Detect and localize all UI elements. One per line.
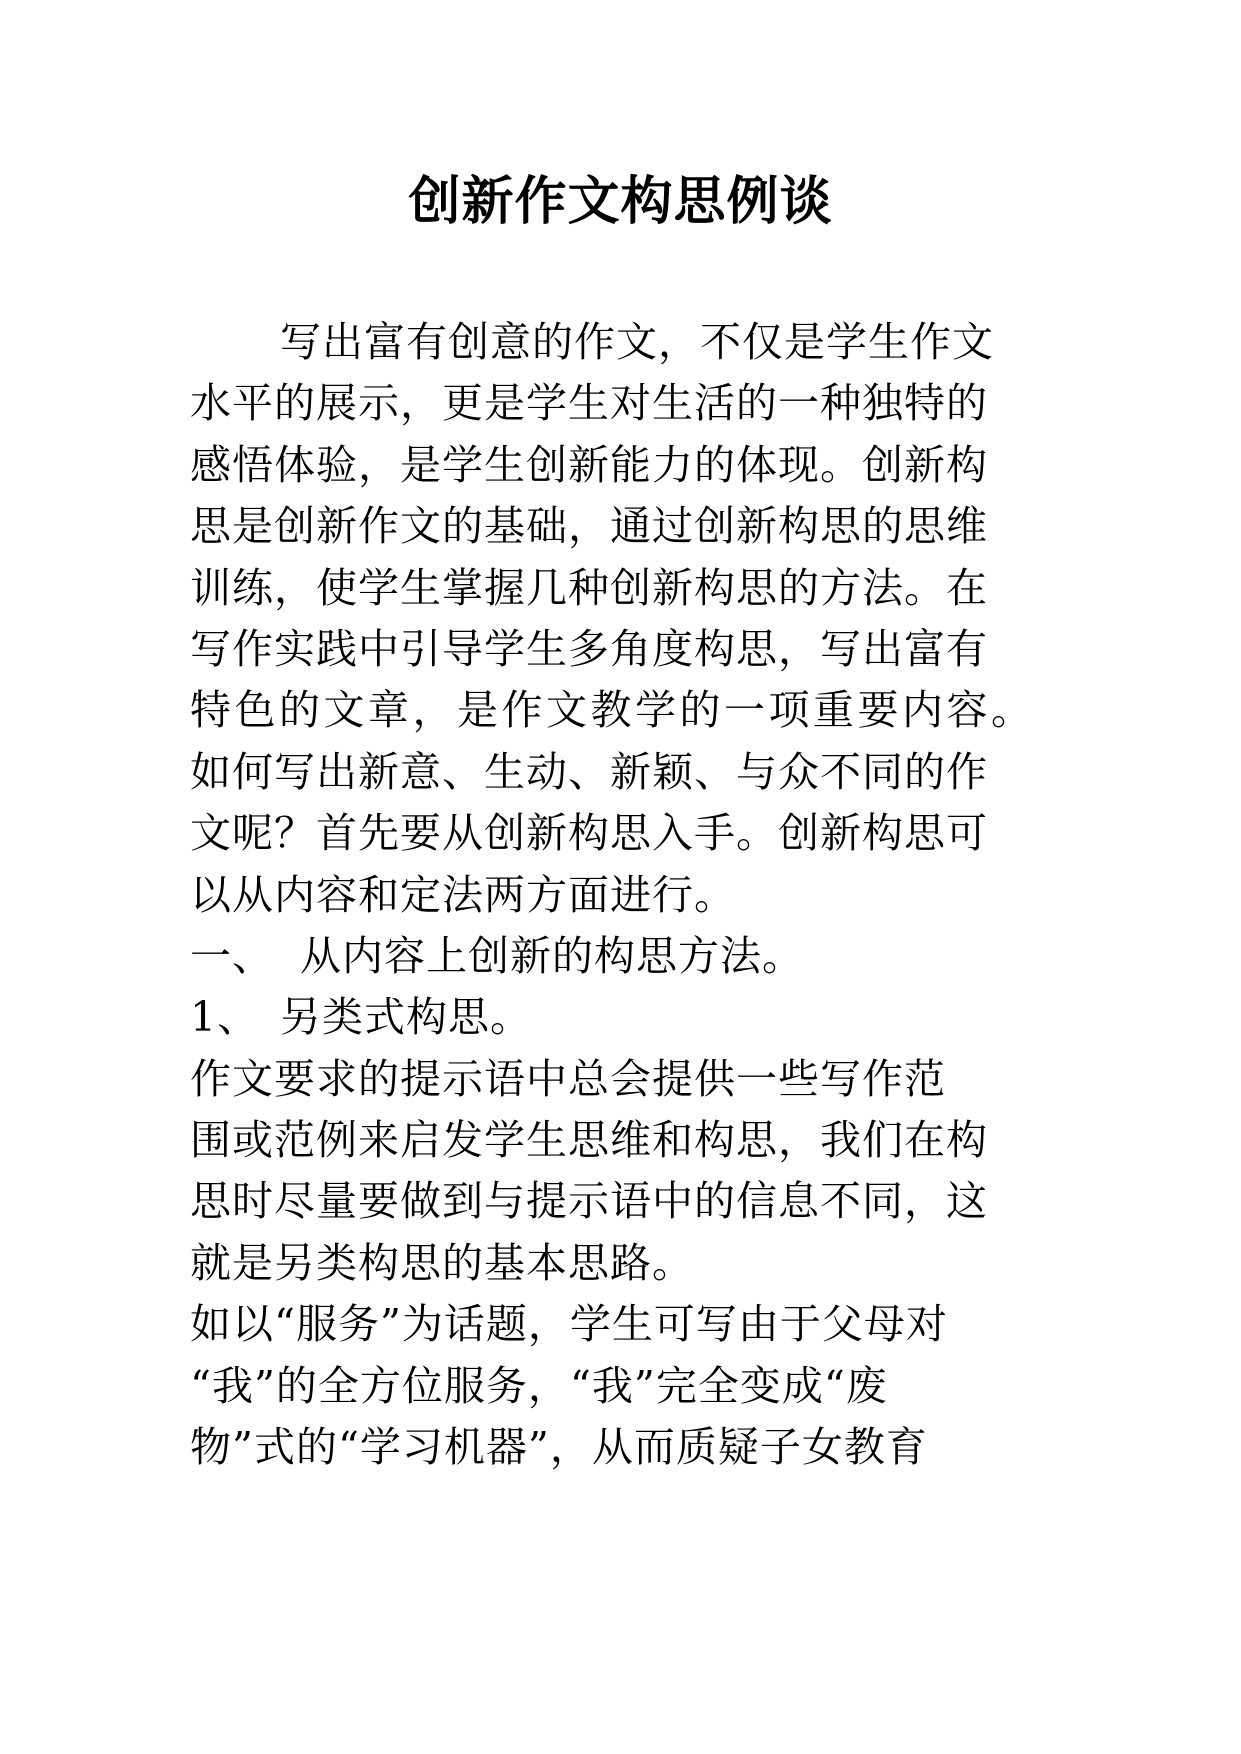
paragraph-line: “我”的全方位服务，“我”完全变成“废 [190,1361,888,1410]
paragraph-line: 文呢？首先要从创新构思入手。创新构思可 [190,809,988,858]
paragraph-line: 水平的展示，更是学生对生活的一种独特的 [190,379,988,428]
paragraph-line: 思时尽量要做到与提示语中的信息不同，这 [190,1177,988,1226]
paragraph-line: 写作实践中引导学生多角度构思，写出富有 [190,624,988,673]
paragraph-line: 特色的文章，是作文教学的一项重要内容。 [190,686,1036,735]
paragraph-line: 感悟体验，是学生创新能力的体现。创新构 [190,440,988,489]
subsection-number: 1、 [190,993,260,1042]
paragraph-line: 作文要求的提示语中总会提供一些写作范 [190,1054,946,1103]
paragraph-line: 如何写出新意、生动、新颖、与众不同的作 [190,747,988,796]
section-heading [190,926,1090,987]
page-title: 创新作文构思例谈 [408,171,833,232]
subsection-heading-text: 另类式构思。 [280,993,532,1042]
paragraph-line: 围或范例来启发学生思维和构思，我们在构 [190,1116,988,1165]
subsection-heading [190,987,1090,1048]
paragraph-line: 写出富有创意的作文，不仅是学生作文 [280,318,994,366]
section-number: 一、 [190,931,274,980]
paragraph-line: 以从内容和定法两方面进行。 [190,870,736,919]
paragraph-line: 思是创新作文的基础，通过创新构思的思维 [190,502,988,551]
section-heading-text: 从内容上创新的构思方法。 [300,931,804,980]
paragraph-line: 物”式的“学习机器”，从而质疑子女教育 [190,1423,928,1472]
paragraph-line: 就是另类构思的基本思路。 [190,1238,694,1287]
paragraph-line: 训练，使学生掌握几种创新构思的方法。在 [190,563,988,612]
paragraph-line: 如以“服务”为话题，学生可写由于父母对 [190,1300,948,1349]
document-body [190,312,1090,1478]
